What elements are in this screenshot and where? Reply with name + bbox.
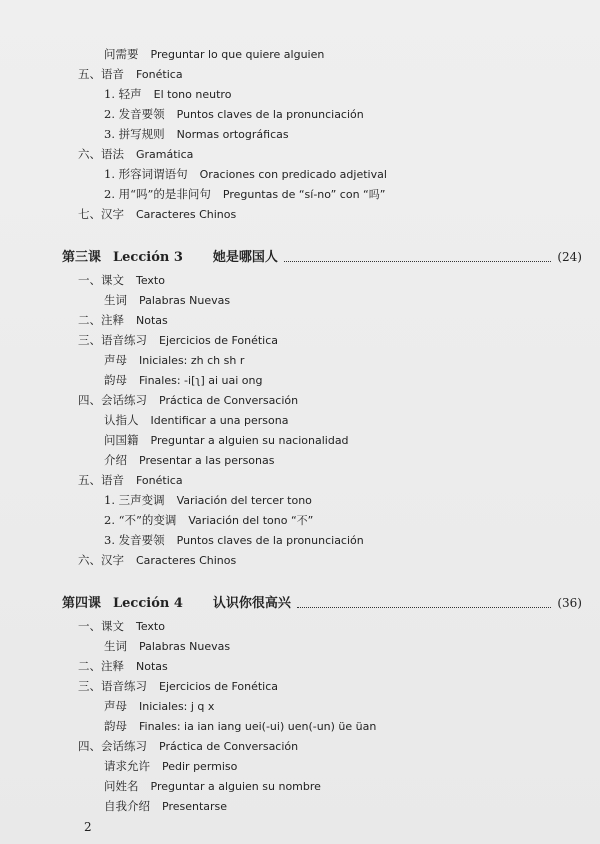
heading-zh: 二、注释 — [78, 312, 124, 327]
toc-item — [62, 44, 582, 64]
leader-dots — [284, 261, 551, 262]
item-zh: 问国籍 — [104, 432, 139, 447]
heading-zh: 四、会话练习 — [78, 738, 147, 753]
heading-es: Fonética — [136, 67, 183, 81]
toc-heading — [62, 64, 582, 84]
lesson-title: 认识你很高兴 — [212, 595, 291, 611]
item-zh: 2. 发音要领 — [104, 106, 165, 121]
heading-zh: 六、汉字 — [78, 552, 124, 567]
lesson-number: 第三课 — [62, 249, 102, 265]
toc-item — [62, 796, 582, 816]
item-es: El tono neutro — [153, 87, 232, 101]
heading-es: Práctica de Conversación — [159, 739, 299, 753]
item-es: Palabras Nuevas — [139, 639, 231, 653]
item-zh: 生词 — [104, 292, 127, 307]
heading-zh: 二、注释 — [78, 658, 124, 673]
item-zh: 问需要 — [104, 46, 139, 61]
heading-zh: 三、语音练习 — [78, 332, 147, 347]
lesson-page-ref: (24) — [557, 249, 582, 264]
item-zh: 认指人 — [104, 412, 139, 427]
item-zh: 韵母 — [104, 718, 127, 733]
toc-heading — [62, 656, 582, 676]
item-es: Identificar a una persona — [150, 413, 289, 427]
item-es: Normas ortográficas — [176, 127, 289, 141]
item-es: Preguntar lo que quiere alguien — [150, 47, 325, 61]
toc-heading — [62, 470, 582, 490]
lesson-page-ref: (36) — [557, 595, 582, 610]
toc-heading — [62, 270, 582, 290]
toc-heading — [62, 204, 582, 224]
heading-es: Texto — [136, 273, 165, 287]
toc-item — [62, 776, 582, 796]
toc-item — [62, 636, 582, 656]
heading-es: Ejercicios de Fonética — [159, 333, 279, 347]
toc-heading — [62, 676, 582, 696]
toc-item — [62, 490, 582, 510]
item-zh: 韵母 — [104, 372, 127, 387]
heading-zh: 四、会话练习 — [78, 392, 147, 407]
item-es: Puntos claves de la pronunciación — [176, 533, 364, 547]
heading-zh: 三、语音练习 — [78, 678, 147, 693]
item-zh: 请求允许 — [104, 758, 150, 773]
item-zh: 问姓名 — [104, 778, 139, 793]
toc-item — [62, 104, 582, 124]
heading-zh: 七、汉字 — [78, 206, 124, 221]
heading-es: Fonética — [136, 473, 183, 487]
heading-zh: 五、语音 — [78, 66, 124, 81]
toc-item — [62, 510, 582, 530]
heading-es: Caracteres Chinos — [136, 553, 237, 567]
lesson-title: 她是哪国人 — [212, 249, 278, 265]
toc-item — [62, 756, 582, 776]
item-zh: 声母 — [104, 352, 127, 367]
item-zh: 1. 形容词谓语句 — [104, 166, 188, 181]
toc-item — [62, 450, 582, 470]
lesson-number: 第四课 — [62, 595, 102, 611]
item-zh: 2. “不”的变调 — [104, 512, 177, 527]
item-es: Iniciales: zh ch sh r — [139, 353, 245, 367]
item-es: Preguntar a alguien su nombre — [150, 779, 321, 793]
toc-heading — [62, 330, 582, 350]
item-es: Puntos claves de la pronunciación — [176, 107, 364, 121]
lesson-3-heading[interactable] — [62, 244, 582, 270]
heading-es: Gramática — [136, 147, 194, 161]
heading-es: Texto — [136, 619, 165, 633]
item-zh: 1. 三声变调 — [104, 492, 165, 507]
toc-item — [62, 164, 582, 184]
toc-heading — [62, 310, 582, 330]
table-of-contents — [62, 44, 582, 816]
item-es: Finales: ia ian iang uei(-ui) uen(-un) üe üan — [139, 719, 377, 733]
item-zh: 自我介绍 — [104, 798, 150, 813]
toc-item — [62, 84, 582, 104]
heading-zh: 一、课文 — [78, 618, 124, 633]
page-number: 2 — [84, 820, 92, 834]
toc-item — [62, 124, 582, 144]
item-es: Presentar a las personas — [139, 453, 275, 467]
item-zh: 1. 轻声 — [104, 86, 142, 101]
item-es: Preguntas de “sí-no” con “吗” — [222, 187, 386, 201]
heading-zh: 五、语音 — [78, 472, 124, 487]
item-es: Finales: -i[ʅ] ai uai ong — [139, 373, 263, 387]
heading-zh: 一、课文 — [78, 272, 124, 287]
toc-item — [62, 370, 582, 390]
toc-item — [62, 716, 582, 736]
heading-es: Notas — [136, 313, 168, 327]
item-zh: 介绍 — [104, 452, 127, 467]
item-es: Preguntar a alguien su nacionalidad — [150, 433, 349, 447]
item-zh: 声母 — [104, 698, 127, 713]
lesson-4-heading[interactable] — [62, 590, 582, 616]
lesson-label: Lección 4 — [113, 595, 183, 611]
item-es: Variación del tercer tono — [176, 493, 312, 507]
heading-es: Caracteres Chinos — [136, 207, 237, 221]
item-zh: 3. 拼写规则 — [104, 126, 165, 141]
item-es: Iniciales: j q x — [139, 699, 215, 713]
lesson-label: Lección 3 — [113, 249, 183, 265]
toc-heading — [62, 144, 582, 164]
toc-item — [62, 530, 582, 550]
toc-heading — [62, 550, 582, 570]
item-zh: 2. 用“吗”的是非问句 — [104, 186, 211, 201]
leader-dots — [297, 607, 551, 608]
item-es: Presentarse — [162, 799, 228, 813]
toc-heading — [62, 390, 582, 410]
heading-es: Notas — [136, 659, 168, 673]
toc-item — [62, 184, 582, 204]
item-es: Palabras Nuevas — [139, 293, 231, 307]
item-es: Pedir permiso — [162, 759, 238, 773]
heading-es: Ejercicios de Fonética — [159, 679, 279, 693]
toc-item — [62, 290, 582, 310]
toc-heading — [62, 736, 582, 756]
toc-item — [62, 350, 582, 370]
item-es: Variación del tono “不” — [188, 513, 314, 527]
toc-item — [62, 696, 582, 716]
item-zh: 生词 — [104, 638, 127, 653]
item-zh: 3. 发音要领 — [104, 532, 165, 547]
heading-zh: 六、语法 — [78, 146, 124, 161]
toc-heading — [62, 616, 582, 636]
toc-item — [62, 410, 582, 430]
item-es: Oraciones con predicado adjetival — [199, 167, 387, 181]
toc-item — [62, 430, 582, 450]
heading-es: Práctica de Conversación — [159, 393, 299, 407]
